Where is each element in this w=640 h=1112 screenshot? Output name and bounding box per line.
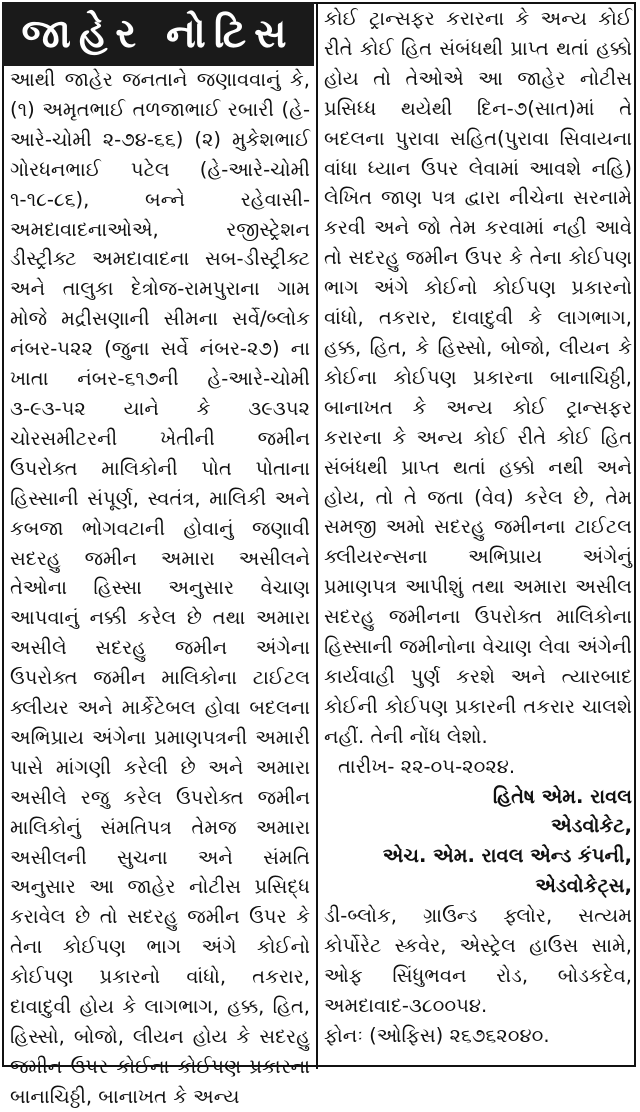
notice-body-right: કોઈ ટ્રાન્સફર કરારના કે અન્ય કોઈ રીતે કોઈ હિત સંબંધથી પ્રાપ્ત થતાં હક્કો હોય તો તેઓએ આ જાહેર નોટીસ પ્રસિધ્ધ થયેથી દિન-૭(સાત)માં તે બદલના પુરાવા સહિત(પુરાવા સિવાયના વાંધા ધ્યાન ઉપર લેવામાં આવશે નહિ) લેખિત જાણ પત્ર દ્વારા નીચેના સરનામે કરવી અને જો તેમ કરવામાં નહી આવે તો સદરહુ જમીન ઉપર કે તેના કોઈપણ ભાગ અંગે કોઈનો કોઈપણ પ્રકારનો વાંધો, તકરાર, દાવાદુવી કે લાગભાગ, હક્ક, હિત, કે હિસ્સો, બોજો, લીયન કે કોઈના કોઈપણ પ્રકારના બાનાચિઠ્ઠી, બાનાખત કે અન્ય કોઈ ટ્રાન્સફર કરારના કે અન્ય કોઈ રીતે કોઈ હિત સંબંધથી પ્રાપ્ત થતાં હક્કો નથી અને હોય, તો તે જતા (વેવ) કરેલ છે, તેમ સમજી અમો સદરહુ જમીનના ટાઈટલ ક્લીયરન્સના અભિપ્રાય અંગેનું પ્રમાણપત્ર આપીશું તથા અમારા અસીલ સદરહુ જમીનના ઉપરોક્ત માલિકોના હિસ્સાની જમીનોના વેચાણ લેવા અંગેની કાર્યવાહી પુર્ણ કરશે અને ત્યારબાદ કોઈની કોઈપણ પ્રકારની તકરાર ચાલશે નહીં. તેની નોંધ લેશો. (324, 7, 632, 748)
notice-date: તારીખ- ૨૨-૦૫-૨૦૨૪. (338, 754, 516, 778)
firm-name: એચ. એમ. રાવલ એન્ડ કંપની, (382, 844, 632, 868)
signatory-name: હિતેષ એમ. રાવલ (492, 784, 632, 808)
notice-body-left: આથી જાહેર જનતાને જણાવવાનું કે, (૧) અમૃતભાઈ તળજાભાઈ રબારી (હે-આરે-ચોમી ૨-૭૪-૬૬) (૨) મુકેશભાઈ ગોરધનભાઈ પટેલ (હે-આરે-ચોમી ૧-૧૮-૮૬), બન્ને રહેવાસી-અમદાવાદનાઓએ, રજીસ્ટ્રેશન ડીસ્ટ્રીક્ટ અમદાવાદના સબ-ડીસ્ટ્રીક્ટ અને તાલુકા દેત્રોજ-રામપુરાના ગામ મોજે મદ્રીસણાની સીમના સર્વે/બ્લોક નંબર-૫૨૨ (જુના સર્વે નંબર-૨૭) ના ખાતા નંબર-૬૧૭ની હે-આરે-ચોમી ૩-૯૩-૫૨ યાને કે ૩૯૩૫૨ ચોરસમીટરની ખેતીની જમીન ઉપરોક્ત માલિકોની પોત પોતાના હિસ્સાની સંપૂર્ણ, સ્વતંત્ર, માલિકી અને કબજા ભોગવટાની હોવાનું જણાવી સદરહુ જમીન અમારા અસીલને તેઓના હિસ્સા અનુસાર વેચાણ આપવાનું નક્કી કરેલ છે તથા અમારા અસીલે સદરહુ જમીન અંગેના ઉપરોક્ત જમીન માલિકોના ટાઈટલ ક્લીયર અને માર્કેટેબલ હોવા બદલના અભિપ્રાય અંગેના પ્રમાણપત્રની અમારી પાસે માંગણી કરેલી છે અને અમારા અસીલે રજુ કરેલ ઉપરોક્ત જમીન માલિકોનું સંમતિપત્ર તેમજ અમારા અસીલની સુચના અને સંમતિ અનુસાર આ જાહેર નોટીસ પ્રસિદ્ધ કરાવેલ છે તો સદરહુ જમીન ઉપર કે તેના કોઈપણ ભાગ અંગે કોઈનો કોઈપણ પ્રકારનો વાંધો, તકરાર, દાવાદુવી હોય કે લાગભાગ, હક્ક, હિત, હિસ્સો, બોજો, લીયન હોય કે સદરહુ જમીન ઉપર કોઈના કોઈપણ પ્રકારના બાનાચિઠ્ઠી, બાનાખત કે અન્ય (10, 68, 310, 1108)
signatory-role: એડવોકેટ, (551, 814, 632, 838)
firm-phone: ફોનઃ (ઓફિસ) ૨૬૭૬૨૦૪૦. (324, 1023, 550, 1047)
firm-address: ડી-બ્લોક, ગ્રાઉન્ડ ફ્લોર, સત્યમ કોર્પોરેટ સ્કવેર, એસ્ટ્રેલ હાઉસ સામે, ઓફ સિંધુભવન રોડ, બોડકદેવ, અમદાવાદ-૩૮૦૦૫૪. (324, 904, 632, 1017)
notice-right-column (324, 4, 632, 1051)
notice-title: જાહેર નોટિસ (2, 2, 314, 66)
column-divider (316, 2, 318, 1069)
notice-left-column (10, 65, 310, 1112)
firm-role: એડવોકેટ્સ, (535, 874, 632, 898)
